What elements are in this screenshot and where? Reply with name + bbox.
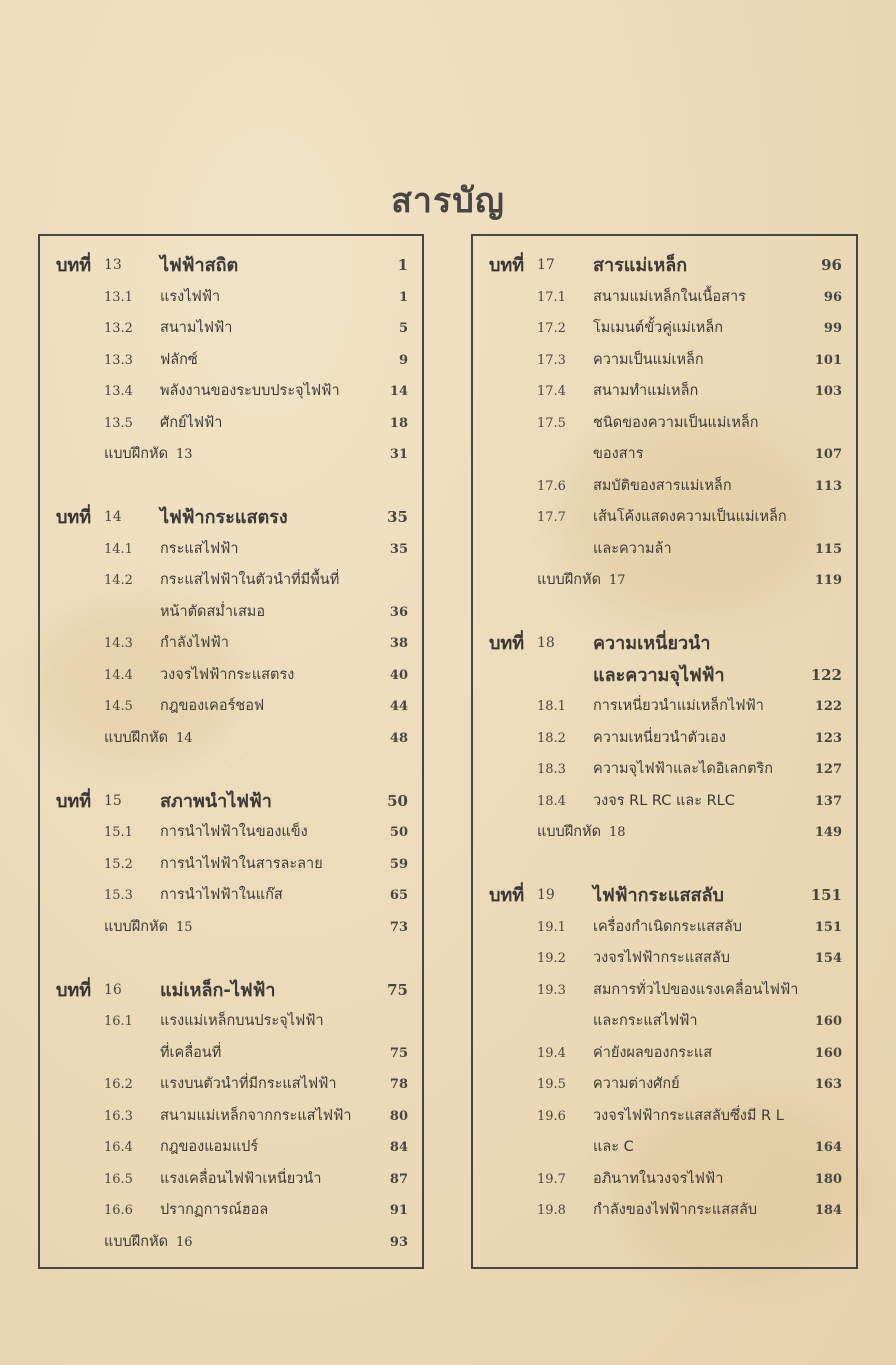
toc-section-row[interactable] bbox=[40, 628, 422, 660]
page-number: 1 bbox=[398, 289, 408, 305]
toc-exercise-row[interactable] bbox=[40, 723, 422, 755]
section-number: 14.2 bbox=[104, 573, 133, 588]
section-number: 14.1 bbox=[104, 541, 133, 557]
page-number: 113 bbox=[814, 478, 842, 494]
section-title: แรงบนตัวนำที่มีกระแสไฟฟ้า bbox=[160, 1076, 337, 1092]
section-number: 19.1 bbox=[537, 919, 566, 935]
section-title: ความเป็นแม่เหล็ก bbox=[593, 351, 704, 368]
page-number: 48 bbox=[389, 730, 408, 746]
page-number: 119 bbox=[814, 573, 842, 588]
chapter-number: 19 bbox=[537, 887, 555, 903]
toc-section-row[interactable] bbox=[473, 376, 856, 408]
page-number: 122 bbox=[810, 665, 842, 684]
chapter-keyword: บทที่ bbox=[489, 255, 525, 276]
chapter-heading-row[interactable] bbox=[40, 786, 422, 818]
section-number: 13.5 bbox=[104, 415, 133, 431]
section-title: เส้นโค้งแสดงความเป็นแม่เหล็ก bbox=[593, 509, 787, 525]
page-number: 107 bbox=[814, 447, 842, 462]
toc-section-row[interactable] bbox=[40, 408, 422, 440]
page-number: 50 bbox=[387, 791, 408, 810]
section-number: 13.2 bbox=[104, 321, 133, 336]
exercise-keyword: แบบฝึกหัด bbox=[104, 446, 169, 462]
section-title: สมการทั่วไปของแรงเคลื่อนไฟฟ้า bbox=[593, 981, 799, 998]
section-title: พลังงานของระบบประจุไฟฟ้า bbox=[160, 383, 340, 399]
section-number: 18.1 bbox=[537, 699, 566, 714]
toc-section-row[interactable] bbox=[473, 1101, 856, 1133]
page-number: 151 bbox=[814, 919, 842, 935]
chapter-title: สารแม่เหล็ก bbox=[593, 255, 688, 276]
section-number: 19.6 bbox=[537, 1108, 566, 1124]
toc-section-row[interactable] bbox=[473, 1038, 856, 1070]
section-number: 17.7 bbox=[537, 510, 566, 525]
exercise-label bbox=[104, 912, 193, 944]
toc-section-row[interactable] bbox=[473, 754, 856, 786]
exercise-label bbox=[104, 1227, 193, 1259]
toc-section-row[interactable] bbox=[473, 408, 856, 440]
chapter-heading-row[interactable] bbox=[473, 250, 856, 282]
page-number: 84 bbox=[389, 1140, 408, 1155]
section-title: ความเหนี่ยวนำตัวเอง bbox=[593, 729, 726, 746]
toc-section-row[interactable] bbox=[40, 1006, 422, 1038]
toc-section-row[interactable] bbox=[473, 1164, 856, 1196]
section-title: ความจุไฟฟ้าและไดอิเลกตริก bbox=[593, 761, 774, 777]
section-title: หน้าตัดสม่ำเสมอ bbox=[160, 603, 266, 620]
section-number: 17.1 bbox=[537, 289, 566, 305]
toc-section-row[interactable] bbox=[473, 1195, 856, 1227]
section-title: กำลังของไฟฟ้ากระแสสลับ bbox=[593, 1202, 758, 1218]
chapter-spacer bbox=[473, 597, 856, 629]
toc-section-row[interactable] bbox=[473, 912, 856, 944]
page-number: 1 bbox=[397, 256, 408, 274]
chapter-heading-row[interactable] bbox=[40, 250, 422, 282]
chapter-title: ไฟฟ้าสถิต bbox=[160, 255, 239, 276]
section-number: 16.4 bbox=[104, 1140, 133, 1155]
exercise-keyword: แบบฝึกหัด bbox=[104, 729, 169, 746]
chapter-title: แม่เหล็ก-ไฟฟ้า bbox=[160, 979, 276, 1001]
toc-section-row[interactable] bbox=[473, 1132, 856, 1164]
chapter-spacer bbox=[473, 849, 856, 881]
chapter-heading-row[interactable] bbox=[40, 975, 422, 1007]
toc-section-row[interactable] bbox=[473, 502, 856, 534]
page-number: 123 bbox=[814, 730, 842, 746]
page-number: 59 bbox=[389, 856, 408, 872]
toc-exercise-row[interactable] bbox=[473, 565, 856, 597]
page-number: 50 bbox=[389, 825, 408, 840]
chapter-keyword: บทที่ bbox=[56, 979, 92, 1001]
exercise-keyword: แบบฝึกหัด bbox=[104, 1233, 169, 1250]
chapter-heading-row[interactable] bbox=[473, 880, 856, 912]
exercise-keyword: แบบฝึกหัด bbox=[537, 824, 602, 840]
toc-exercise-row[interactable] bbox=[40, 912, 422, 944]
toc-section-row[interactable] bbox=[40, 597, 422, 629]
exercise-number: 15 bbox=[176, 919, 193, 935]
page-number: 96 bbox=[823, 289, 842, 305]
page-number: 151 bbox=[810, 886, 842, 904]
section-title: สมบัติของสารแม่เหล็ก bbox=[593, 477, 732, 494]
section-title: วงจร RL RC และ RLC bbox=[593, 792, 735, 809]
page-number: 78 bbox=[389, 1077, 408, 1092]
exercise-number: 14 bbox=[176, 730, 193, 746]
section-number: 16.3 bbox=[104, 1108, 133, 1124]
section-number: 18.4 bbox=[537, 793, 566, 809]
toc-section-row[interactable] bbox=[40, 849, 422, 881]
exercise-number: 13 bbox=[176, 447, 193, 462]
toc-section-row[interactable] bbox=[40, 1195, 422, 1227]
page-number: 115 bbox=[814, 541, 842, 557]
section-title: เครื่องกำเนิดกระแสสลับ bbox=[593, 918, 742, 935]
section-title: แรงเคลื่อนไฟฟ้าเหนี่ยวนำ bbox=[160, 1170, 322, 1187]
section-number: 18.2 bbox=[537, 730, 566, 746]
exercise-label bbox=[104, 439, 193, 471]
exercise-label bbox=[537, 817, 626, 849]
page-number: 164 bbox=[814, 1140, 842, 1155]
toc-section-row[interactable] bbox=[40, 880, 422, 912]
section-number: 13.3 bbox=[104, 352, 133, 368]
section-title: ฟลักซ์ bbox=[160, 351, 198, 368]
chapter-number: 17 bbox=[537, 257, 555, 273]
toc-chapter-13 bbox=[40, 250, 422, 471]
section-number: 19.2 bbox=[537, 951, 566, 966]
section-number: 16.6 bbox=[104, 1203, 133, 1218]
section-title: แรงแม่เหล็กบนประจุไฟฟ้า bbox=[160, 1013, 324, 1029]
page-number: 91 bbox=[389, 1203, 408, 1218]
section-number: 15.1 bbox=[104, 825, 133, 840]
section-title: และความล้า bbox=[593, 540, 672, 557]
exercise-number: 18 bbox=[609, 825, 626, 840]
page-number: 103 bbox=[814, 384, 842, 399]
section-title: ของสาร bbox=[593, 446, 644, 462]
toc-section-row[interactable] bbox=[473, 1006, 856, 1038]
exercise-keyword: แบบฝึกหัด bbox=[104, 918, 169, 935]
toc-section-row[interactable] bbox=[473, 282, 856, 314]
toc-right-column bbox=[471, 234, 858, 1269]
section-title: สนามแม่เหล็กในเนื้อสาร bbox=[593, 288, 746, 305]
section-number: 17.4 bbox=[537, 384, 566, 399]
page-number: 44 bbox=[389, 699, 408, 714]
section-number: 14.5 bbox=[104, 699, 133, 714]
section-number: 19.7 bbox=[537, 1171, 566, 1187]
section-title: กฎของเคอร์ชอฟ bbox=[160, 698, 265, 714]
toc-left-column bbox=[38, 234, 424, 1269]
section-number: 16.2 bbox=[104, 1077, 133, 1092]
page-number: 93 bbox=[389, 1234, 408, 1250]
page-number: 101 bbox=[814, 352, 842, 368]
chapter-keyword: บทที่ bbox=[56, 790, 92, 812]
page-number: 65 bbox=[389, 888, 408, 903]
exercise-number: 16 bbox=[176, 1234, 193, 1250]
section-number: 19.5 bbox=[537, 1077, 566, 1092]
toc-section-row[interactable] bbox=[40, 565, 422, 597]
toc-section-row[interactable] bbox=[473, 439, 856, 471]
page-number: 80 bbox=[389, 1108, 408, 1124]
toc-section-row[interactable] bbox=[473, 534, 856, 566]
toc-section-row[interactable] bbox=[40, 691, 422, 723]
section-title: การนำไฟฟ้าในแก๊ส bbox=[160, 887, 283, 903]
section-title: วงจรไฟฟ้ากระแสสลับซึ่งมี R L bbox=[593, 1107, 784, 1124]
page-number: 180 bbox=[814, 1171, 842, 1187]
chapter-heading-row[interactable] bbox=[473, 660, 856, 692]
section-title: และกระแสไฟฟ้า bbox=[593, 1013, 698, 1029]
page-number: 73 bbox=[389, 919, 408, 935]
page-number: 35 bbox=[387, 508, 408, 526]
section-title: สนามไฟฟ้า bbox=[160, 320, 233, 336]
page-number: 5 bbox=[398, 321, 408, 336]
page-number: 38 bbox=[389, 636, 408, 651]
section-number: 18.3 bbox=[537, 762, 566, 777]
toc-section-row[interactable] bbox=[473, 975, 856, 1007]
section-number: 19.3 bbox=[537, 982, 566, 998]
toc-section-row[interactable] bbox=[473, 691, 856, 723]
page-number: 40 bbox=[389, 667, 408, 683]
toc-section-row[interactable] bbox=[40, 313, 422, 345]
chapter-spacer bbox=[40, 943, 422, 975]
chapter-keyword: บทที่ bbox=[56, 255, 92, 276]
page-number: 75 bbox=[387, 980, 408, 999]
section-title: การนำไฟฟ้าในของแข็ง bbox=[160, 824, 308, 840]
section-number: 15.2 bbox=[104, 856, 133, 872]
section-title: วงจรไฟฟ้ากระแสตรง bbox=[160, 666, 295, 683]
section-number: 16.5 bbox=[104, 1171, 133, 1187]
chapter-heading-row[interactable] bbox=[473, 628, 856, 660]
exercise-keyword: แบบฝึกหัด bbox=[537, 572, 602, 588]
chapter-spacer bbox=[40, 754, 422, 786]
section-title: ศักย์ไฟฟ้า bbox=[160, 414, 223, 431]
toc-section-row[interactable] bbox=[40, 1132, 422, 1164]
section-title: ชนิดของความเป็นแม่เหล็ก bbox=[593, 414, 759, 431]
page-number: 163 bbox=[814, 1077, 842, 1092]
section-number: 19.4 bbox=[537, 1045, 566, 1061]
chapter-spacer bbox=[40, 471, 422, 503]
chapter-number: 13 bbox=[104, 257, 122, 273]
section-number: 15.3 bbox=[104, 888, 133, 903]
chapter-number: 16 bbox=[104, 981, 122, 998]
section-number: 17.2 bbox=[537, 321, 566, 336]
toc-section-row[interactable] bbox=[40, 345, 422, 377]
toc-section-row[interactable] bbox=[473, 313, 856, 345]
chapter-title: สภาพนำไฟฟ้า bbox=[160, 790, 272, 812]
section-title: และ C bbox=[593, 1139, 634, 1155]
toc-section-row[interactable] bbox=[40, 534, 422, 566]
page-number: 160 bbox=[814, 1045, 842, 1061]
section-title: ที่เคลื่อนที่ bbox=[160, 1044, 222, 1061]
chapter-heading-row[interactable] bbox=[40, 502, 422, 534]
toc-section-row[interactable] bbox=[40, 660, 422, 692]
toc-section-row[interactable] bbox=[40, 1164, 422, 1196]
section-number: 17.3 bbox=[537, 352, 566, 368]
page-title: สารบัญ bbox=[391, 180, 505, 221]
page-number: 99 bbox=[823, 321, 842, 336]
chapter-title: ความเหนี่ยวนำ bbox=[593, 633, 711, 654]
page-number: 87 bbox=[389, 1171, 408, 1187]
toc-section-row[interactable] bbox=[40, 1038, 422, 1070]
page-number: 9 bbox=[398, 352, 408, 368]
toc-chapter-19 bbox=[473, 849, 856, 1227]
section-number: 13.1 bbox=[104, 289, 133, 305]
page-number: 14 bbox=[389, 384, 408, 399]
page-number: 96 bbox=[821, 256, 842, 274]
section-title: ค่ายังผลของกระแส bbox=[593, 1044, 713, 1061]
section-number: 16.1 bbox=[104, 1014, 133, 1029]
section-title: โมเมนต์ขั้วคู่แม่เหล็ก bbox=[593, 320, 724, 336]
chapter-number: 14 bbox=[104, 509, 122, 525]
page-number: 36 bbox=[389, 604, 408, 620]
toc-chapter-16 bbox=[40, 943, 422, 1258]
chapter-keyword: บทที่ bbox=[489, 885, 525, 906]
toc-section-row[interactable] bbox=[473, 345, 856, 377]
page-number: 137 bbox=[814, 793, 842, 809]
toc-section-row[interactable] bbox=[40, 282, 422, 314]
section-number: 17.5 bbox=[537, 415, 566, 431]
section-title: สนามแม่เหล็กจากกระแสไฟฟ้า bbox=[160, 1107, 352, 1124]
section-title: สนามทำแม่เหล็ก bbox=[593, 383, 699, 399]
chapter-keyword: บทที่ bbox=[489, 633, 525, 654]
section-title: กฎของแอมแปร์ bbox=[160, 1139, 259, 1155]
chapter-title: และความจุไฟฟ้า bbox=[593, 664, 725, 686]
toc-chapter-17 bbox=[473, 250, 856, 597]
toc-exercise-row[interactable] bbox=[40, 1227, 422, 1259]
section-title: ปรากฏการณ์ฮอล bbox=[160, 1202, 269, 1218]
exercise-number: 17 bbox=[609, 573, 626, 588]
section-number: 14.3 bbox=[104, 636, 133, 651]
page-number: 160 bbox=[814, 1014, 842, 1029]
toc-section-row[interactable] bbox=[473, 943, 856, 975]
page-number: 18 bbox=[389, 415, 408, 431]
chapter-title: ไฟฟ้ากระแสสลับ bbox=[593, 885, 724, 906]
exercise-label bbox=[104, 723, 193, 755]
toc-section-row[interactable] bbox=[40, 1069, 422, 1101]
page-number: 154 bbox=[814, 951, 842, 966]
page-number: 75 bbox=[389, 1045, 408, 1061]
section-number: 17.6 bbox=[537, 478, 566, 494]
exercise-label bbox=[537, 565, 626, 597]
toc-chapter-14 bbox=[40, 471, 422, 755]
chapter-number: 18 bbox=[537, 635, 555, 651]
page-number: 184 bbox=[814, 1203, 842, 1218]
section-title: กำลังไฟฟ้า bbox=[160, 635, 229, 651]
toc-section-row[interactable] bbox=[473, 1069, 856, 1101]
section-title: ความต่างศักย์ bbox=[593, 1076, 680, 1092]
toc-exercise-row[interactable] bbox=[473, 817, 856, 849]
toc-chapter-15 bbox=[40, 754, 422, 943]
toc-section-row[interactable] bbox=[40, 1101, 422, 1133]
page-number: 31 bbox=[389, 447, 408, 462]
toc-section-row[interactable] bbox=[473, 786, 856, 818]
toc-section-row[interactable] bbox=[473, 471, 856, 503]
page-number: 127 bbox=[814, 762, 842, 777]
section-number: 14.4 bbox=[104, 667, 133, 683]
section-title: การเหนี่ยวนำแม่เหล็กไฟฟ้า bbox=[593, 698, 764, 714]
section-title: วงจรไฟฟ้ากระแสสลับ bbox=[593, 950, 730, 966]
page-number: 35 bbox=[389, 541, 408, 557]
toc-section-row[interactable] bbox=[40, 376, 422, 408]
toc-chapter-18 bbox=[473, 597, 856, 849]
section-title: อภินาทในวงจรไฟฟ้า bbox=[593, 1170, 724, 1187]
section-title: การนำไฟฟ้าในสารละลาย bbox=[160, 855, 323, 872]
page-number: 149 bbox=[814, 825, 842, 840]
section-title: แรงไฟฟ้า bbox=[160, 288, 221, 305]
section-title: กระแสไฟฟ้าในตัวนำที่มีพื้นที่ bbox=[160, 572, 340, 588]
toc-section-row[interactable] bbox=[473, 723, 856, 755]
toc-exercise-row[interactable] bbox=[40, 439, 422, 471]
page-number: 122 bbox=[814, 699, 842, 714]
section-number: 19.8 bbox=[537, 1203, 566, 1218]
toc-section-row[interactable] bbox=[40, 817, 422, 849]
section-number: 13.4 bbox=[104, 384, 133, 399]
chapter-keyword: บทที่ bbox=[56, 507, 92, 528]
section-title: กระแสไฟฟ้า bbox=[160, 540, 239, 557]
chapter-title: ไฟฟ้ากระแสตรง bbox=[160, 507, 288, 528]
chapter-number: 15 bbox=[104, 792, 122, 809]
